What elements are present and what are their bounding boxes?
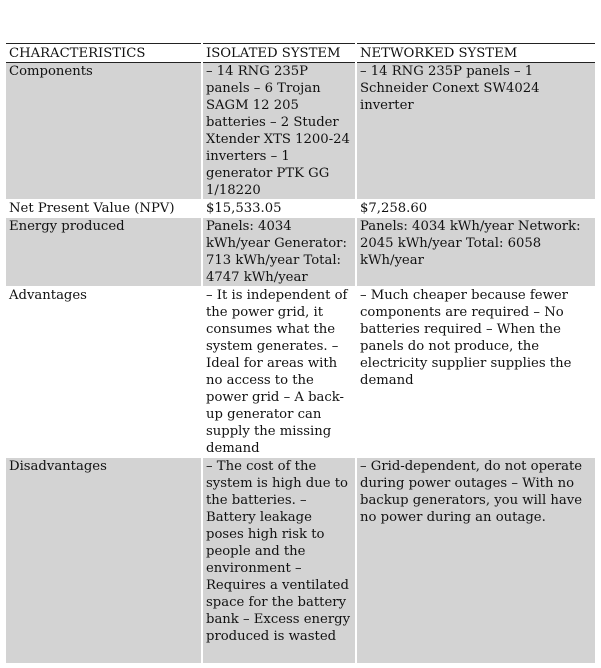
row-label: Disadvantages <box>6 458 202 663</box>
isolated-cell: Panels: 4034 kWh/year Generator: 713 kWh/year Total: 4747 kWh/year <box>202 218 356 287</box>
header-characteristics: CHARACTERISTICS <box>6 44 202 63</box>
table-row-energy-produced <box>6 218 595 287</box>
isolated-cell: $15,533.05 <box>202 200 356 218</box>
row-label: Advantages <box>6 287 202 458</box>
comparison-table <box>6 43 595 663</box>
row-label: Energy produced <box>6 218 202 287</box>
isolated-cell: – 14 RNG 235P panels – 6 Trojan SAGM 12 205 batteries – 2 Studer Xtender XTS 1200-24 inverters – 1 generator PTK GG 1/18220 <box>202 63 356 200</box>
header-isolated-system: ISOLATED SYSTEM <box>202 44 356 63</box>
networked-cell: $7,258.60 <box>356 200 595 218</box>
isolated-cell: – The cost of the system is high due to the batteries. – Battery leakage poses high risk to people and the environment – Requires a ventilated space for the battery bank – Excess energy produced is wasted <box>202 458 356 663</box>
table-row-advantages <box>6 287 595 458</box>
comparison-table-container <box>6 43 595 663</box>
table-row-components <box>6 63 595 200</box>
table-row-disadvantages <box>6 458 595 663</box>
networked-cell: – Much cheaper because fewer components are required – No batteries required – When the panels do not produce, the electricity supplier supplies the demand <box>356 287 595 458</box>
table-header-row <box>6 44 595 63</box>
table-row-npv <box>6 200 595 218</box>
isolated-cell: – It is independent of the power grid, it consumes what the system generates. – Ideal for areas with no access to the power grid – A back-up generator can supply the missing demand <box>202 287 356 458</box>
row-label: Net Present Value (NPV) <box>6 200 202 218</box>
networked-cell: Panels: 4034 kWh/year Network: 2045 kWh/year Total: 6058 kWh/year <box>356 218 595 287</box>
header-networked-system: NETWORKED SYSTEM <box>356 44 595 63</box>
networked-cell: – 14 RNG 235P panels – 1 Schneider Conext SW4024 inverter <box>356 63 595 200</box>
row-label: Components <box>6 63 202 200</box>
networked-cell: – Grid-dependent, do not operate during power outages – With no backup generators, you will have no power during an outage. <box>356 458 595 663</box>
